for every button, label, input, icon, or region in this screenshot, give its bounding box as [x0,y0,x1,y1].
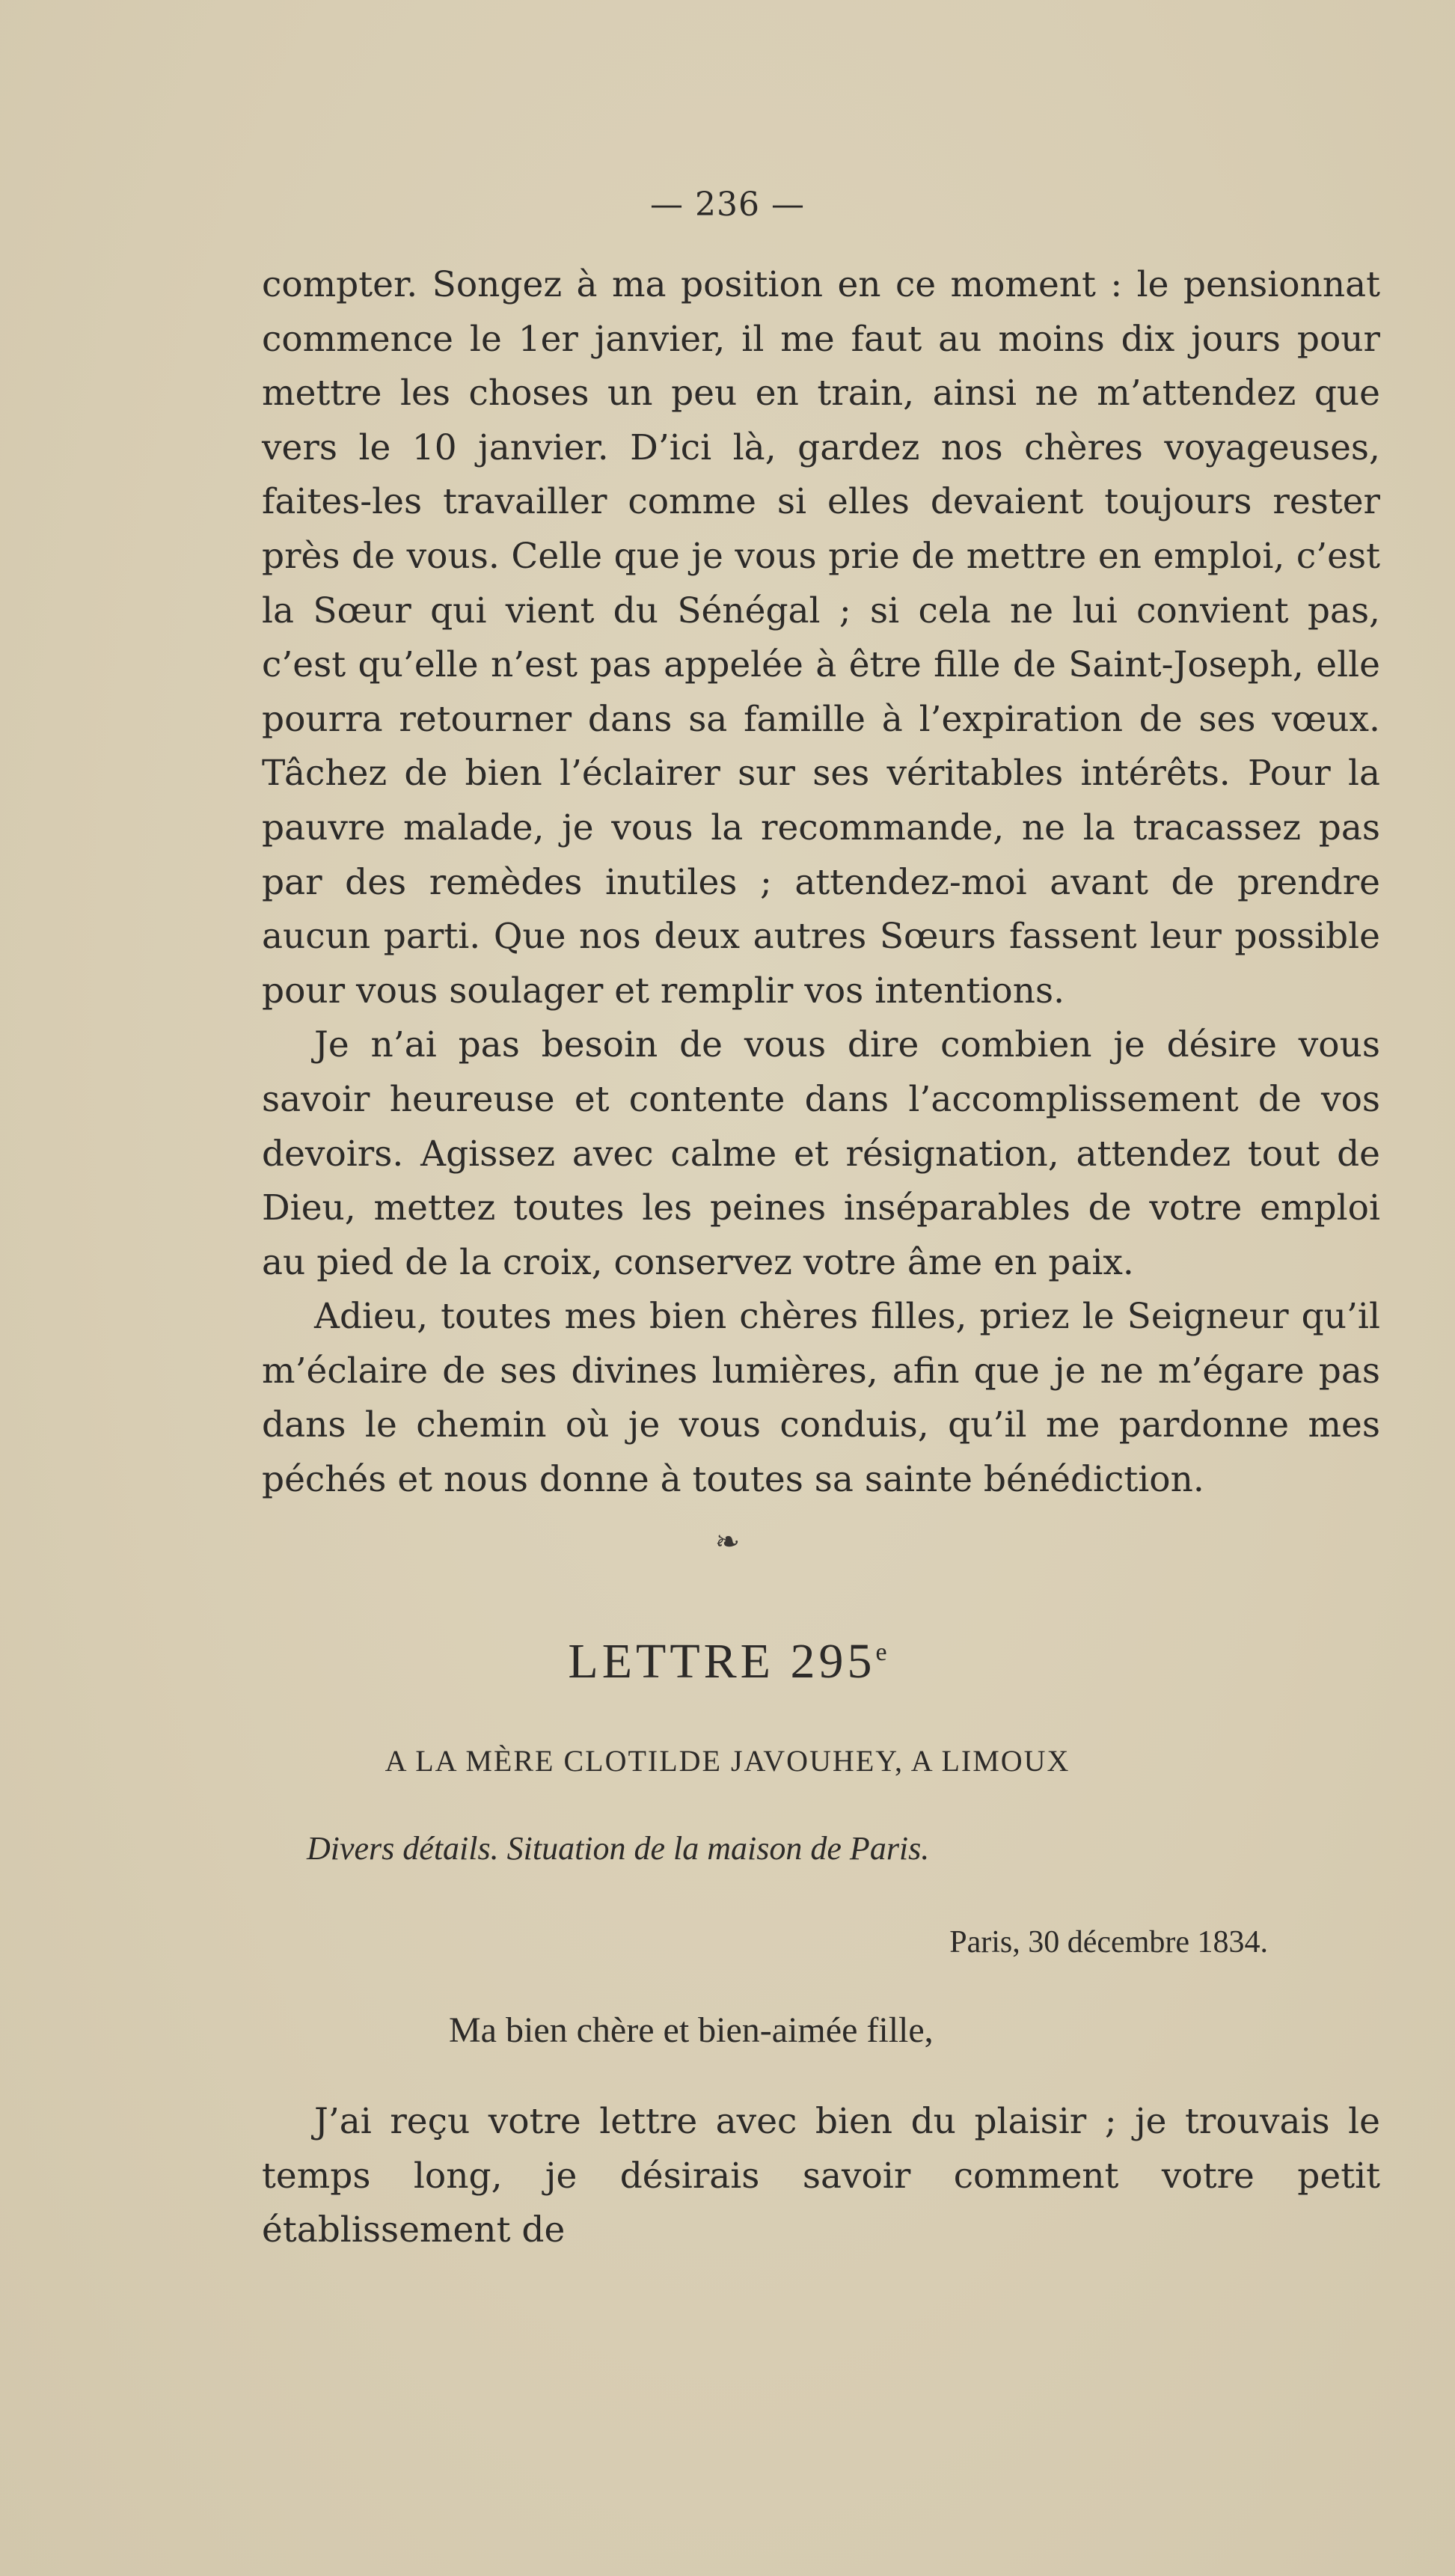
letter-title [0,1633,1455,1690]
letter-title-text: LETTRE 295 [568,1634,876,1689]
letter-recipient: A LA MÈRE CLOTILDE JAVOUHEY, A LIMOUX [385,1744,1070,1778]
letter-title-suffix: e [875,1639,887,1666]
paragraph: Adieu, toutes mes bien chères filles, priez le Seigneur qu’il m’éclaire de ses divines lumières, afin que je ne m’égare pas dans le chemin où je vous conduis, qu’il me pardonne mes péchés et nous donne à toutes sa sainte bénédiction. [262,1296,1380,1501]
letter-body-continued [262,258,1380,1508]
page-number: — 236 — [650,186,805,224]
letter-date: Paris, 30 décembre 1834. [949,1925,1268,1959]
paragraph: compter. Songez à ma position en ce moment : le pensionnat commence le 1er janvier, il me faut au moins dix jours pour mettre les choses un peu en train, ainsi ne m’attendez que vers le 10 janvier. D’ici là, gardez nos chères voyageuses, faites-les travailler comme si elles devaient toujours rester près de vous. Celle que je vous prie de mettre en emploi, c’est la Sœur qui vient du Sénégal ; si cela ne lui convient pas, c’est qu’elle n’est pas appelée à être fille de Saint-Joseph, elle pourra retourner dans sa famille à l’expiration de ses vœux. Tâchez de bien l’éclairer sur ses véritables intérêts. Pour la pauvre malade, je vous la recommande, ne la tracassez pas par des remèdes inutiles ; attendez-moi avant de prendre aucun parti. Que nos deux autres Sœurs fassent leur possible pour vous soulager et remplir vos intentions. [262,264,1380,1012]
letter-body [262,2095,1380,2258]
letter-subtitle: Divers détails. Situation de la maison de Paris. [307,1830,930,1867]
letter-salutation: Ma bien chère et bien-aimée fille, [449,2010,934,2050]
paragraph: Je n’ai pas besoin de vous dire combien je désire vous savoir heureuse et contente dans l’accomplissement de vos devoirs. Agissez avec calme et résignation, attendez tout de Dieu, mettez toutes les peines inséparables de votre emploi au pied de la croix, conservez votre âme en paix. [262,1024,1380,1283]
paragraph: J’ai reçu votre lettre avec bien du plaisir ; je trouvais le temps long, je désirais savoir comment votre petit établissement de [262,2101,1380,2251]
ornament-divider-icon: ❧ [714,1525,741,1559]
